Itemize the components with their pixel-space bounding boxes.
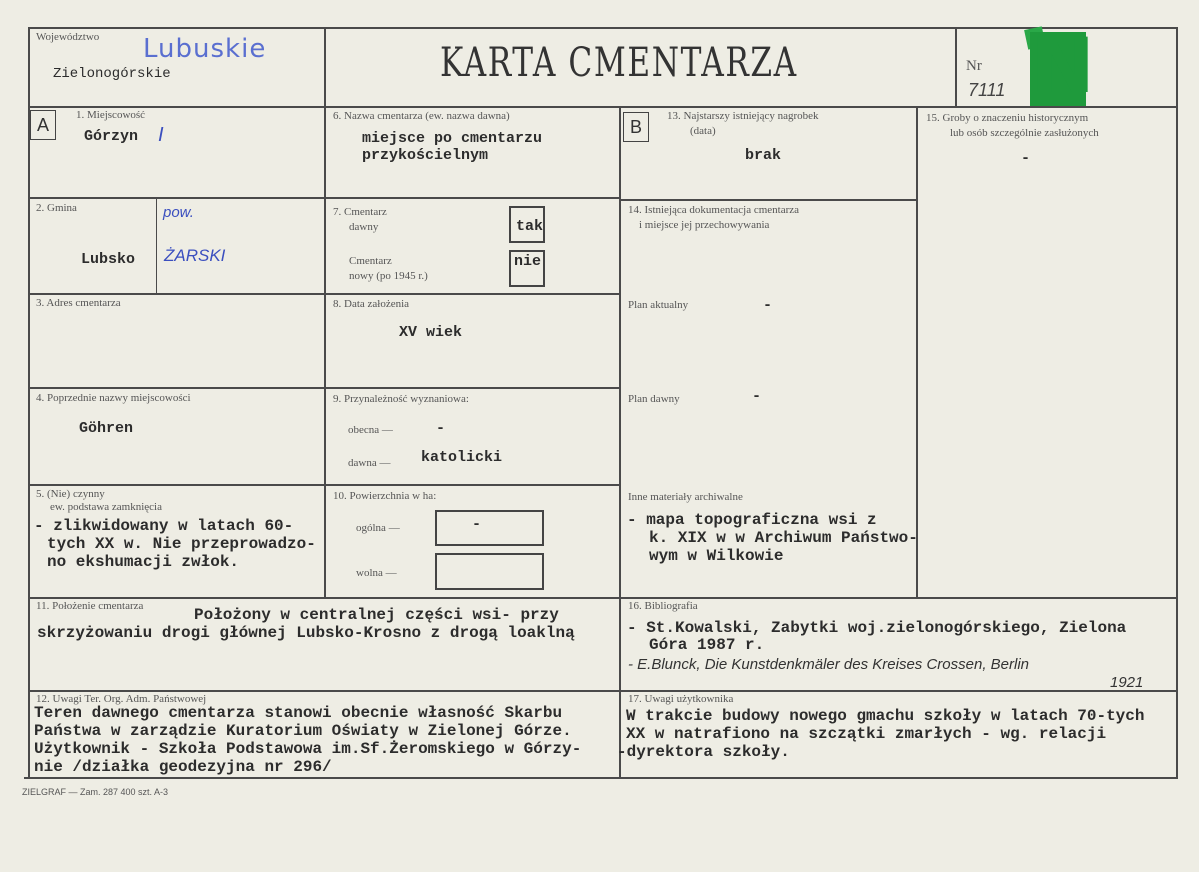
f17-line-3: -dyrektora szkoły.	[617, 743, 790, 761]
f4-label: 4. Poprzednie nazwy miejscowości	[36, 392, 191, 404]
f10-ogolna-value: -	[472, 516, 482, 533]
f6-label: 6. Nazwa cmentarza (ew. nazwa dawna)	[333, 110, 510, 122]
f11-label: 11. Położenie cmentarza	[36, 600, 144, 612]
f9-obecna-label: obecna —	[348, 424, 393, 436]
f2-label: 2. Gmina	[36, 202, 77, 214]
f7-dawny-value: tak	[516, 218, 544, 235]
col1-row-1	[28, 197, 325, 199]
f14-inne-line-1: - mapa topograficzna wsi z	[627, 511, 877, 529]
f5-line-2: tych XX w. Nie przeprowadzo-	[47, 535, 316, 553]
f10-ogolna-box	[435, 510, 544, 546]
f10-wolna-box	[435, 553, 544, 590]
section-b-letter: B	[623, 112, 649, 142]
f14-plan-dawny-value: -	[752, 388, 762, 405]
f9-dawna-label: dawna —	[348, 457, 391, 469]
f2-hand-powiat: ŻARSKI	[164, 246, 226, 265]
f17-line-2: XX w natrafiono na szczątki zmarłych - wg. relacji	[626, 725, 1107, 743]
f14-inne-line-3: wym w Wilkowie	[649, 547, 784, 565]
f14-inne-label: Inne materiały archiwalne	[628, 491, 743, 503]
f14-plan-aktualny-label: Plan aktualny	[628, 299, 689, 311]
col1-row-3	[28, 387, 325, 389]
f17-label: 17. Uwagi użytkownika	[628, 693, 734, 705]
f13-value: brak	[745, 147, 782, 164]
col1-row-4	[28, 484, 325, 486]
section-a-letter: A	[30, 110, 56, 140]
header-vline-2	[955, 27, 957, 107]
col-line-1	[324, 106, 326, 598]
col1-row-2	[28, 293, 325, 295]
f1-value: Górzyn	[84, 128, 139, 145]
f14-plan-dawny-label: Plan dawny	[628, 393, 680, 405]
f5-sublabel: ew. podstawa zamknięcia	[50, 501, 162, 513]
f17-line-1: W trakcie budowy nowego gmachu szkoły w latach 70-tych	[626, 707, 1145, 725]
f9-label: 9. Przynależność wyznaniowa:	[333, 393, 469, 405]
f15-label-1: 15. Groby o znaczeniu historycznym	[926, 112, 1089, 124]
f3-label: 3. Adres cmentarza	[36, 297, 121, 309]
frame-top	[28, 27, 1178, 29]
f2-hand-pow: pow.	[163, 204, 194, 221]
f16-label: 16. Bibliografia	[628, 600, 698, 612]
frame-right	[1176, 27, 1178, 779]
f10-wolna-label: wolna —	[356, 567, 397, 579]
wojewodztwo-stamp: Lubuskie	[143, 34, 267, 64]
f9-obecna-value: -	[436, 420, 446, 437]
f8-value: XV wiek	[399, 324, 463, 341]
f1-label: 1. Miejscowość	[76, 109, 146, 121]
f14-plan-aktualny-value: -	[763, 297, 773, 314]
f12-line-1: Teren dawnego cmentarza stanowi obecnie własność Skarbu	[34, 704, 563, 722]
frame-bottom	[24, 777, 1178, 779]
col2-row-3	[324, 387, 620, 389]
f7-label-2: Cmentarz	[349, 255, 392, 267]
page-title: KARTA CMENTARZA	[440, 40, 798, 86]
f9-dawna-value: katolicki	[421, 449, 503, 466]
header-divider	[28, 106, 1178, 108]
f4-value: Göhren	[79, 420, 134, 437]
f5-line-1: - zlikwidowany w latach 60-	[34, 517, 294, 535]
f10-ogolna-label: ogólna —	[356, 522, 400, 534]
f6-line-1: miejsce po cmentarzu	[362, 130, 543, 147]
row-11-top	[28, 597, 1178, 599]
f5-label: 5. (Nie) czynny	[36, 488, 105, 500]
f16-handwritten-1: - E.Blunck, Die Kunstdenkmäler des Kreises Crossen, Berlin	[628, 656, 1030, 673]
f1-handwritten: I	[158, 124, 164, 146]
f12-line-2: Państwa w zarządzie Kuratorium Oświaty w Zielonej Górze.	[34, 722, 572, 740]
f14-label-1: 14. Istniejąca dokumentacja cmentarza	[628, 204, 800, 216]
f12-label: 12. Uwagi Ter. Org. Adm. Państwowej	[36, 693, 207, 705]
col-line-3	[916, 106, 918, 598]
f2-value: Lubsko	[81, 251, 136, 268]
f15-label-2: lub osób szczególnie zasłużonych	[950, 127, 1099, 139]
f12-line-4: nie /działka geodezyjna nr 296/	[34, 758, 332, 776]
col2-row-2	[324, 293, 620, 295]
footer-imprint: ZIELGRAF — Zam. 287 400 szt. A-3	[22, 787, 169, 797]
f10-label: 10. Powierzchnia w ha:	[333, 490, 437, 502]
f12-line-3: Użytkownik - Szkoła Podstawowa im.Sf.Żeromskiego w Górzy-	[34, 740, 582, 758]
header-vline-1	[324, 27, 326, 107]
f6-line-2: przykościelnym	[362, 147, 489, 164]
f14-inne-line-2: k. XIX w w Archiwum Państwo-	[649, 529, 918, 547]
f5-line-3: no ekshumacji zwłok.	[47, 553, 240, 571]
col2-row-4	[324, 484, 620, 486]
f16-handwritten-2: 1921	[1110, 674, 1144, 691]
f13-label-2: (data)	[690, 125, 716, 137]
nr-handwritten: 7111	[968, 80, 1006, 100]
f7-label-1b: dawny	[349, 221, 379, 233]
nr-marker-letter: N	[1031, 21, 1095, 110]
row-12-top	[28, 690, 1178, 692]
f14-label-2: i miejsce jej przechowywania	[639, 219, 770, 231]
gmina-split	[156, 197, 157, 294]
wojewodztwo-typed: Zielonogórskie	[53, 66, 171, 82]
wojewodztwo-label: Województwo	[36, 31, 100, 43]
f11-line-1: Położony w centralnej części wsi- przy	[194, 606, 559, 624]
f16-typed-2: Góra 1987 r.	[649, 636, 765, 654]
col-line-2	[619, 106, 621, 778]
f8-label: 8. Data założenia	[333, 298, 410, 310]
col3-row-1	[619, 199, 917, 201]
nr-label: Nr	[966, 58, 982, 74]
f15-value: -	[1021, 150, 1031, 167]
f7-label-1: 7. Cmentarz	[333, 206, 387, 218]
f11-line-2: skrzyżowaniu drogi głównej Lubsko-Krosno z drogą loaklną	[37, 624, 575, 642]
f16-typed-1: - St.Kowalski, Zabytki woj.zielonogórskiego, Zielona	[627, 619, 1127, 637]
f7-nowy-value: nie	[514, 253, 542, 270]
col2-row-1	[324, 197, 620, 199]
f7-label-2b: nowy (po 1945 r.)	[349, 270, 428, 282]
f13-label-1: 13. Najstarszy istniejący nagrobek	[667, 110, 819, 122]
